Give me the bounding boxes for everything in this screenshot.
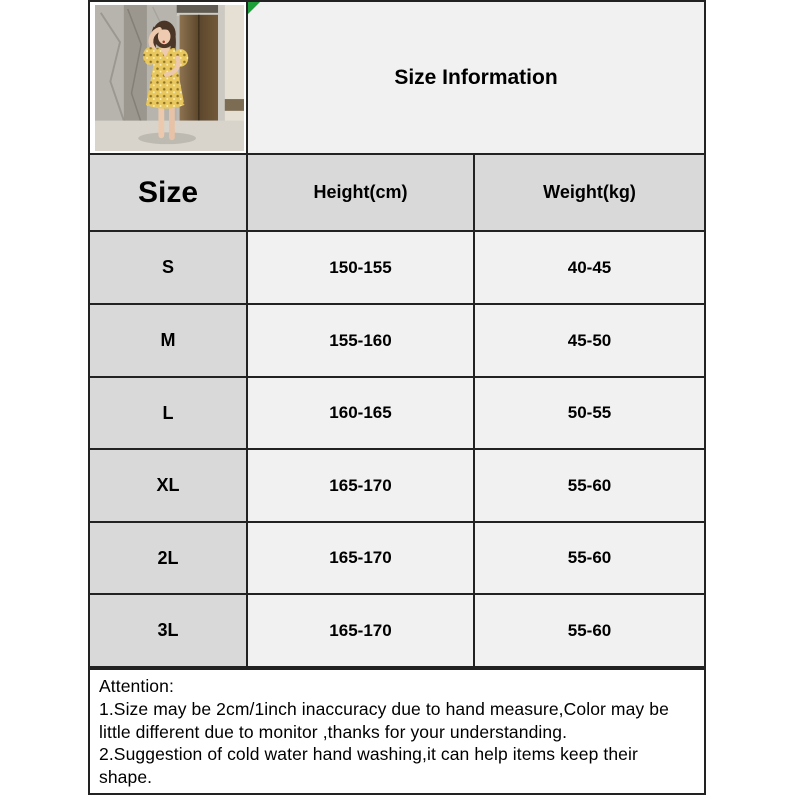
table-row-m-size: M [90, 305, 248, 378]
table-row-s-size: S [90, 232, 248, 305]
corner-marker-triangle [248, 2, 260, 14]
table-row-2l-height: 165-170 [248, 523, 475, 595]
table-row-3l-weight: 55-60 [475, 595, 704, 668]
column-header-size: Size [90, 155, 248, 232]
table-row-2l-weight: 55-60 [475, 523, 704, 595]
size-chart-sheet [88, 0, 706, 795]
attention-note-box [88, 668, 706, 795]
table-row-xl-size: XL [90, 450, 248, 523]
table-row-2l-size: 2L [90, 523, 248, 595]
table-row-m-weight: 45-50 [475, 305, 704, 378]
size-table [88, 0, 706, 668]
product-photo [95, 5, 244, 151]
attention-note-2: 2.Suggestion of cold water hand washing,it can help items keep their shape. [99, 744, 638, 787]
table-row-xl-weight: 55-60 [475, 450, 704, 523]
table-row-3l-height: 165-170 [248, 595, 475, 668]
table-row-3l-size: 3L [90, 595, 248, 668]
table-row-m-height: 155-160 [248, 305, 475, 378]
table-row-l-height: 160-165 [248, 378, 475, 450]
table-row-s-weight: 40-45 [475, 232, 704, 305]
column-header-height: Height(cm) [248, 155, 475, 232]
size-information-header-cell [248, 2, 704, 155]
table-row-s-height: 150-155 [248, 232, 475, 305]
column-header-weight: Weight(kg) [475, 155, 704, 232]
size-information-title: Size Information [394, 65, 558, 89]
table-row-xl-height: 165-170 [248, 450, 475, 523]
attention-heading: Attention: [99, 676, 174, 696]
attention-note-1: 1.Size may be 2cm/1inch inaccuracy due to hand measure,Color may be little different due to monitor ,thanks for your understanding. [99, 698, 669, 742]
product-photo-cell [90, 2, 248, 155]
table-row-l-weight: 50-55 [475, 378, 704, 450]
table-row-l-size: L [90, 378, 248, 450]
